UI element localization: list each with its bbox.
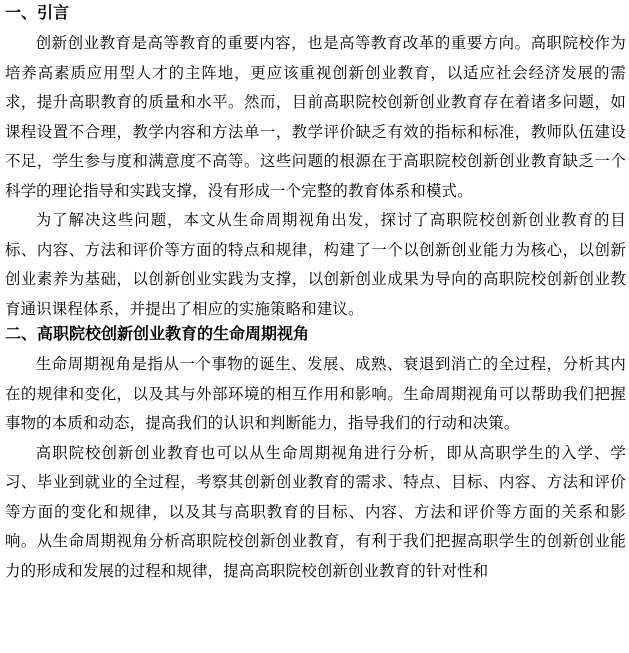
paragraph: 创新创业教育是高等教育的重要内容，也是高等教育改革的重要方向。高职院校作为培养高素质应用型人才的主阵地，更应该重视创新创业教育，以适应社会经济发展的需求，提升高职教育的质量和水平。然而，目前高职院校创新创业教育存在着诸多问题，如课程设置不合理，教学内容和方法单一，教学评价缺乏有效的指标和标准，教师队伍建设不足，学生参与度和满意度不高等。这些问题的根源在于高职院校创新创业教育缺乏一个科学的理论指导和实践支撑，没有形成一个完整的教育体系和模式。	[5, 34, 626, 200]
paragraph: 高职院校创新创业教育也可以从生命周期视角进行分析，即从高职学生的入学、学习、毕业到就业的全过程，考察其创新创业教育的需求、特点、目标、内容、方法和评价等方面的变化和规律，以及其与高职教育的目标、内容、方法和评价等方面的关系和影响。从生命周期视角分析高职院校创新创业教育，有利于我们把握高职学生的创新创业能力的形成和发展的过程和规律，提高高职院校创新创业教育的针对性和	[5, 443, 626, 580]
paragraph: 为了解决这些问题，本文从生命周期视角出发，探讨了高职院校创新创业教育的目标、内容、方法和评价等方面的特点和规律，构建了一个以创新创业能力为核心，以创新创业素养为基础，以创新创业实践为支撑，以创新创业成果为导向的高职院校创新创业教育通识课程体系，并提出了相应的实施策略和建议。	[5, 211, 626, 318]
paragraph: 生命周期视角是指从一个事物的诞生、发展、成熟、衰退到消亡的全过程，分析其内在的规律和变化，以及其与外部环境的相互作用和影响。生命周期视角可以帮助我们把握事物的本质和动态，提高我们的认识和判断能力，指导我们的行动和决策。	[5, 355, 626, 432]
section-heading-introduction: 一、引言	[5, 3, 70, 22]
section-heading-lifecycle-perspective: 二、高职院校创新创业教育的生命周期视角	[5, 324, 310, 343]
